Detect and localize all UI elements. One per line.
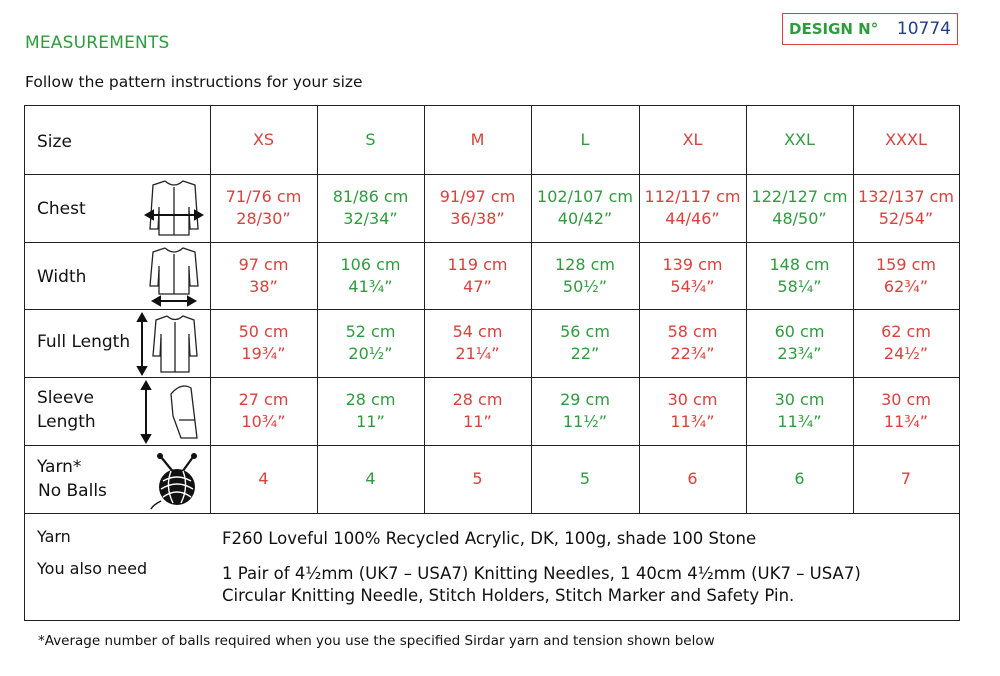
row-label-sleeve-length: [37, 386, 96, 434]
cell-chest: [424, 174, 531, 242]
cell-sleeve-in: 11”: [356, 412, 385, 431]
cell-sleeve-in: 11½”: [562, 412, 608, 431]
cell-chest: [531, 174, 639, 242]
cell-length-in: 20½”: [348, 344, 393, 363]
row-label-yarn-line1: Yarn*: [37, 457, 82, 477]
cell-yarn-balls: [639, 445, 746, 513]
cell-full-length: [317, 309, 424, 377]
cell-sleeve-length: [746, 377, 853, 445]
cell-chest-in: 28/30”: [236, 209, 291, 228]
cell-chest-cm: 112/117 cm: [644, 187, 741, 206]
cell-chest-in: 44/46”: [665, 209, 720, 228]
cell-width-in: 38”: [249, 276, 278, 296]
cell-sleeve-in: 10¾”: [241, 412, 286, 431]
cell-sleeve-length: [531, 377, 639, 445]
cell-sleeve-cm: 28 cm: [345, 390, 396, 409]
cell-size: XXL: [784, 130, 815, 149]
row-label-size: Size: [37, 132, 72, 152]
cell-length-cm: 62 cm: [881, 322, 931, 341]
row-label-yarn-balls: [37, 455, 107, 503]
row-label-chest: Chest: [37, 199, 86, 219]
cell-size: L: [580, 130, 590, 149]
chest-width-icon: [143, 177, 205, 239]
cell-width-in: 47”: [463, 276, 492, 296]
cell-width-in: 54¾”: [670, 276, 715, 296]
cell-sleeve-cm: 28 cm: [452, 390, 503, 409]
footnote: *Average number of balls required when you use the specified Sirdar yarn and tension shown below: [38, 633, 715, 649]
cell-length-in: 19¾”: [241, 344, 286, 363]
cell-length-in: 22”: [570, 344, 600, 363]
cell-size: [424, 106, 531, 174]
cell-size: M: [470, 130, 485, 149]
sleeve-length-icon: [135, 380, 205, 444]
cell-chest-cm: 122/127 cm: [751, 187, 848, 206]
cell-yarn-balls: [424, 445, 531, 513]
cell-balls: 6: [687, 469, 698, 488]
cell-width: [424, 242, 531, 309]
you-also-need-label: You also need: [37, 559, 148, 578]
cell-chest: [746, 174, 853, 242]
cell-size: [639, 106, 746, 174]
cell-sleeve-cm: 30 cm: [667, 390, 718, 409]
cell-width: [531, 242, 639, 309]
cell-full-length: [853, 309, 959, 377]
full-length-icon: [133, 312, 205, 376]
cell-sleeve-cm: 30 cm: [774, 390, 825, 409]
cell-size: S: [365, 130, 376, 149]
cell-sleeve-length: [853, 377, 959, 445]
cell-width: [746, 242, 853, 309]
cell-chest-in: 32/34”: [343, 209, 398, 228]
row-label-full-length: Full Length: [37, 332, 131, 352]
yarn-value: F260 Loveful 100% Recycled Acrylic, DK, 100g, shade 100 Stone: [222, 529, 757, 548]
cell-sleeve-cm: 27 cm: [238, 390, 289, 409]
cell-full-length: [424, 309, 531, 377]
cell-yarn-balls: [210, 445, 317, 513]
cell-length-cm: 58 cm: [667, 322, 718, 341]
cell-size: XXXL: [885, 130, 927, 149]
cell-full-length: [531, 309, 639, 377]
cell-balls: 7: [900, 469, 912, 488]
cell-sleeve-in: 11¾”: [670, 412, 715, 431]
cell-width-in: 50½”: [562, 276, 608, 296]
cell-length-in: 21¼”: [455, 344, 500, 363]
cell-length-cm: 60 cm: [774, 322, 825, 341]
cell-length-in: 22¾”: [670, 344, 715, 363]
cell-sleeve-in: 11¾”: [777, 412, 822, 431]
cell-width: [210, 242, 317, 309]
cell-balls: 6: [794, 469, 805, 488]
page-title: MEASUREMENTS: [25, 33, 170, 53]
cell-chest-cm: 71/76 cm: [225, 187, 302, 206]
cell-length-cm: 52 cm: [345, 322, 396, 341]
cell-sleeve-cm: 29 cm: [560, 390, 610, 409]
cell-size: [210, 106, 317, 174]
cell-chest-cm: 132/137 cm: [858, 187, 954, 206]
cell-sleeve-in: 11¾”: [883, 412, 929, 431]
cell-width: [317, 242, 424, 309]
cell-size: [853, 106, 959, 174]
cell-balls: 4: [258, 469, 269, 488]
cell-width-in: 58¼”: [777, 276, 822, 296]
cell-chest-in: 40/42”: [557, 209, 613, 228]
measurements-table: [24, 105, 960, 621]
design-label: DESIGN N°: [789, 20, 879, 38]
yarn-ball-icon: [149, 449, 205, 511]
cell-length-in: 23¾”: [777, 344, 822, 363]
cell-full-length: [746, 309, 853, 377]
cell-size: XL: [682, 130, 703, 149]
design-number-box: [782, 13, 958, 45]
cell-yarn-balls: [531, 445, 639, 513]
intro-text: Follow the pattern instructions for your size: [25, 73, 363, 91]
cell-chest: [210, 174, 317, 242]
cell-balls: 4: [365, 469, 376, 488]
cell-chest: [639, 174, 746, 242]
cell-width-in: 41¾”: [348, 276, 393, 296]
row-label-sleeve-line2: Length: [37, 412, 96, 432]
cell-size: [317, 106, 424, 174]
cell-sleeve-length: [317, 377, 424, 445]
cell-width-cm: 97 cm: [238, 254, 289, 274]
cell-width-cm: 128 cm: [554, 254, 615, 274]
cell-width-cm: 159 cm: [875, 254, 936, 274]
cell-width-cm: 119 cm: [447, 254, 508, 274]
cell-width-cm: 148 cm: [769, 254, 830, 274]
cell-width-cm: 106 cm: [340, 254, 401, 274]
cell-length-cm: 50 cm: [238, 322, 289, 341]
cell-sleeve-cm: 30 cm: [881, 390, 931, 409]
cell-balls: 5: [579, 469, 591, 488]
cell-full-length: [210, 309, 317, 377]
cell-chest: [853, 174, 959, 242]
cell-balls: 5: [472, 469, 483, 488]
cell-width: [639, 242, 746, 309]
cell-length-cm: 56 cm: [560, 322, 610, 341]
cell-sleeve-in: 11”: [463, 412, 492, 431]
cell-chest-cm: 81/86 cm: [332, 187, 409, 206]
cell-chest: [317, 174, 424, 242]
cell-size: [746, 106, 853, 174]
cell-size: XS: [252, 130, 275, 149]
cell-width-cm: 139 cm: [662, 254, 723, 274]
design-number: 10774: [896, 19, 951, 39]
cell-width: [853, 242, 959, 309]
yarn-label: Yarn: [37, 527, 71, 546]
cell-width-in: 62¾”: [883, 276, 929, 296]
cell-chest-in: 36/38”: [450, 209, 505, 228]
row-label-sleeve-line1: Sleeve: [37, 388, 94, 408]
cell-size: [531, 106, 639, 174]
cell-length-in: 24½”: [883, 344, 929, 363]
you-also-need-line2: Circular Knitting Needle, Stitch Holders, Stitch Marker and Safety Pin.: [222, 586, 795, 605]
cell-yarn-balls: [746, 445, 853, 513]
hem-width-icon: [143, 244, 205, 308]
row-label-yarn-line2: No Balls: [38, 481, 107, 501]
cell-length-cm: 54 cm: [452, 322, 503, 341]
cell-chest-in: 48/50”: [772, 209, 827, 228]
cell-sleeve-length: [210, 377, 317, 445]
cell-yarn-balls: [317, 445, 424, 513]
cell-sleeve-length: [424, 377, 531, 445]
row-label-width: Width: [37, 267, 87, 287]
cell-chest-cm: 91/97 cm: [439, 187, 516, 206]
cell-full-length: [639, 309, 746, 377]
cell-chest-cm: 102/107 cm: [537, 187, 633, 206]
cell-yarn-balls: [853, 445, 959, 513]
you-also-need-line1: 1 Pair of 4½mm (UK7 – USA7) Knitting Needles, 1 40cm 4½mm (UK7 – USA7): [222, 564, 861, 583]
cell-sleeve-length: [639, 377, 746, 445]
cell-chest-in: 52/54”: [878, 209, 934, 228]
